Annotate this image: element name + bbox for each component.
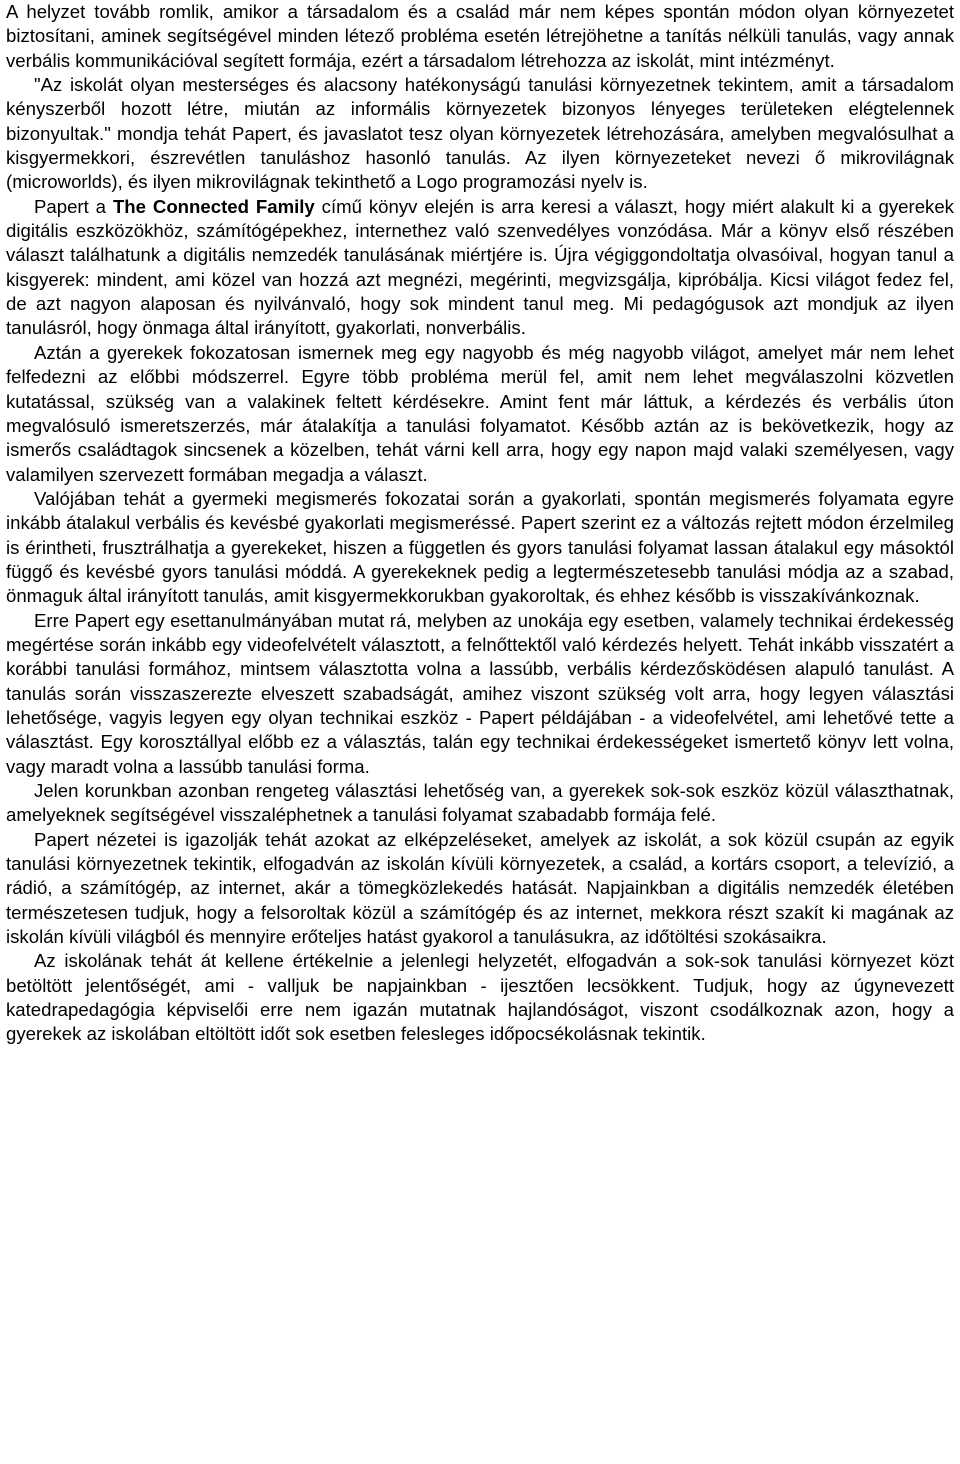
paragraph-3-before: Papert a	[34, 195, 113, 217]
paragraph-3-after: című könyv elején is arra keresi a választ, hogy miért alakult ki a gyerekek digitális eszközökhöz, számítógépekhez, internethez való szenvedélyes vonzódása. Már a könyv első részében választ találhatunk a digitális nemzedék tanulásának miértjére is. Újra végiggondoltatja olvasóival, hogyan tanul a kisgyerek: mindent, ami közel van hozzá azt megnézi, megérinti, megvizsgálja, kipróbálja. Kicsi világot fedez fel, de azt nagyon alaposan és nyilvánvaló, hogy sok mindent tanul meg. Mi pedagógusok azt mondjuk az ilyen tanulásról, hogy önmaga által irányított, gyakorlati, nonverbális.	[6, 195, 954, 339]
paragraph-9: Az iskolának tehát át kellene értékelnie a jelenlegi helyzetét, elfogadván a sok-sok tanulási környezet közt betöltött jelentőségét, ami - valljuk be napjainkban - ijesztően lecsökkent. Tudjuk, hogy az úgynevezett katedrapedagógia képviselői erre nem igazán mutatnak hajlandóságot, viszont csodálkoznak azon, hogy a gyerekek az iskolában eltöltött időt sok esetben felesleges időpocsékolásnak tekintik.	[6, 950, 954, 1045]
paragraph-4: Aztán a gyerekek fokozatosan ismernek meg egy nagyobb és még nagyobb világot, amelyet már nem lehet felfedezni az előbbi módszerrel. Egyre több probléma merül fel, amit nem lehet megválaszolni közvetlen kutatással, szükség van a valakinek feltett kérdésekre. Amint fent már láttuk, a kérdezés és verbális úton megvalósuló ismeretszerzés, már átalakítja a tanulási folyamatot. Később aztán az is bekövetkezik, hogy az ismerős családtagok sincsenek a közelben, tehát várni kell arra, hogy egy napon majd valaki személyesen, vagy valamilyen szervezett formában megadja a választ.	[6, 341, 954, 485]
paragraph-8: Papert nézetei is igazolják tehát azokat az elképzeléseket, amelyek az iskolát, a sok közül csupán az egyik tanulási környezetnek tekintik, elfogadván az iskolán kívüli környezetek, a család, a kortárs csoport, a televízió, a rádió, a számítógép, az internet, akár a tömegközlekedés hatását. Napjainkban a digitális nemzedék életében természetesen tudjuk, hogy a felsoroltak közül a számítógép és az internet, mekkora részt szakít ki magának az iskolán kívüli világból és mennyire erőteljes hatást gyakorol a tanulásukra, az időtöltési szokásaikra.	[6, 828, 954, 948]
paragraph-7: Jelen korunkban azonban rengeteg választási lehetőség van, a gyerekek sok-sok eszköz közül választhatnak, amelyeknek segítségével visszaléphetnek a tanulási folyamat szabadabb formája felé.	[6, 780, 954, 826]
book-title: The Connected Family	[112, 195, 315, 217]
paragraph-1: A helyzet tovább romlik, amikor a társadalom és a család már nem képes spontán módon olyan környezetet biztosítani, aminek segítségével minden létező probléma esetén létrejöhetne a tanítás nélküli tanulás, vagy annak verbális kommunikációval segített formája, ezért a társadalom létrehozza az iskolát, mint intézményt.	[6, 1, 954, 71]
paragraph-3	[6, 195, 954, 341]
paragraph-5: Valójában tehát a gyermeki megismerés fokozatai során a gyakorlati, spontán megismerés folyamata egyre inkább átalakul verbális és kevésbé gyakorlati megismeréssé. Papert szerint ez a változás rejtett módon érzelmileg is érintheti, frusztrálhatja a gyerekeket, hiszen a független és gyors tanulási folyamat lassan átalakul egy másoktól függő és kevésbé gyors tanulási móddá. A gyerekeknek pedig a legtermészetesebb tanulási módja az a szabad, önmaguk által irányított tanulás, amit kisgyermekkorukban gyakoroltak, és ehhez később is visszakívánkoznak.	[6, 487, 954, 607]
paragraph-2: "Az iskolát olyan mesterséges és alacsony hatékonyságú tanulási környezetnek tekintem, amit a társadalom kényszerből hozott létre, miután az informális környezetek bizonyos lényeges területeken elégtelennek bizonyultak." mondja tehát Papert, és javaslatot tesz olyan környezetek létrehozására, amelyben megvalósulhat a kisgyermekkori, észrevétlen tanuláshoz hasonló tanulás. Az ilyen környezeteket nevezi ő mikrovilágnak (microworlds), és ilyen mikrovilágnak tekinthető a Logo programozási nyelv is.	[6, 74, 954, 193]
paragraph-6: Erre Papert egy esettanulmányában mutat rá, melyben az unokája egy esetben, valamely technikai érdekesség megértése során inkább egy videofelvételt választott, a felnőttektől való kérdezés helyett. Tehát inkább visszatért a korábbi tanulási formához, mintsem választotta volna a lassúbb, verbális kérdezősködésen alapuló tanulást. A tanulás során visszaszerezte elveszett szabadságát, amihez viszont szükség volt arra, hogy legyen választási lehetősége, vagyis legyen egy olyan technikai eszköz - Papert példájában - a videofelvétel, ami lehetővé tette a választást. Egy korosztállyal előbb ez a választás, talán egy technikai érdekességeket ismertető könyv lett volna, vagy maradt volna a lassúbb tanulási forma.	[6, 609, 954, 777]
